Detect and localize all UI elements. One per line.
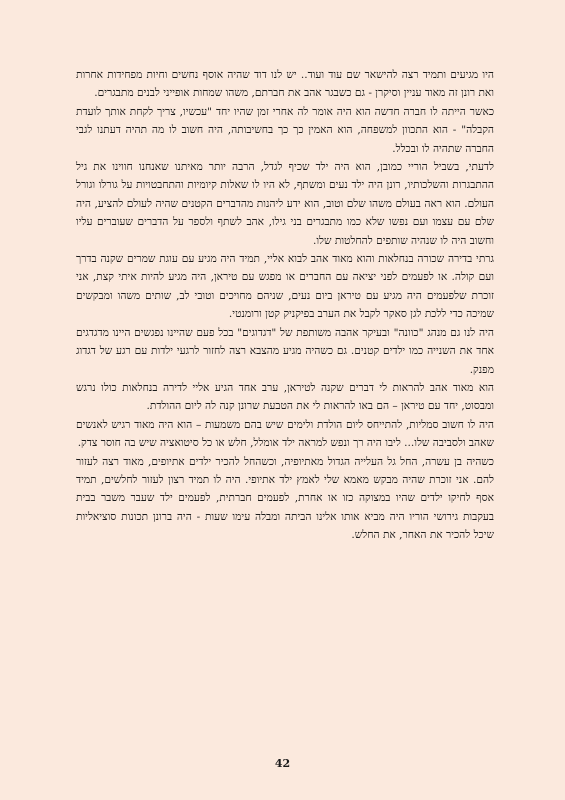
paragraph: כשהיה בן עשרה, החל גל העלייה הגדול מאתיופיה, וכשהחל להכיר ילדים אתיופים, מאוד רצה לעזור להם. אני זוכרת שהיה מבקש מאמא שלי לאמץ ילד אתיופי. היה לו תמיד רצון לעזור לחלשים, תמיד אסף לחיקו ילדים שהיו במצוקה כזו או אחרת, לפעמים חברתית, לפעמים ילד שעבר משבר בבית בעקבות גירושי הוריו היה מביא אותו אלינו הביתה ומבלה עימו שעות - היה ברונן תכונות סוציאליות שיכל להכיר את האחר, את החלש. <box>76 455 494 542</box>
paragraph: היו מגיעים ותמיד רצה להישאר שם עוד ועוד.. יש לנו דוד שהיה אוסף נחשים וחיות מפחידות אחרות ואת רונן זה מאוד עניין וסיקרן - גם כשבגר אהב את חברתם, משהו שמחות אופייני לבנים מתבגרים. <box>76 69 494 100</box>
paragraph: היה לנו גם מנהג "כוונה" ובעיקר אהבה משותפת של "דגדוגים" בכל פעם שהיינו נפגשים היינו מדגדגים אחד את השנייה כמו ילדים קטנים. גם כשהיה מגיע מהצבא רצה לחזור לרגעי ילדות עם רגע של דגדוג מפנק. <box>76 326 494 376</box>
paragraph: היה לו חשוב סמליות, להתייחס ליום הולדת ולימים שיש בהם משמעות – הוא היה מאוד רגיש לאנשים שאהב ולסביבה שלו... ליבו היה רך ונפש למראה ילד אומלל, חלש או כל סיטואציה שיש בה חוסר צדק. <box>76 418 494 450</box>
page-number: 42 <box>274 757 291 770</box>
paragraph: הוא מאוד אהב להראות לי דברים שקנה לטיראן, ערב אחד הגיע אליי לדירה בנחלאות כולו נרגש ומבסוט, יחד עם טיראן – הם באו להראות לי את הטבעת שרונן קנה לה ליום ההולדת. <box>76 381 494 413</box>
paragraph: לדעתי, בשביל הוריי כמובן, הוא היה ילד שכיף לגדל, הרבה יותר מאיתנו שאנחנו חווינו את גיל ההתבגרות והשלכותיו, רונן היה ילד נעים ומשתף, לא היו לו שאלות קיומיות והתחבטויות על גורלו וגורל העולם. הוא ראה בעולם משהו שלם וטוב, הוא ידע ליהנות מהדברים הקטנים שהיה לעולם להציע, היה שלם עם עצמו ועם נפשו שלא כמו מתבגרים בני גילו, אהב לשתף ולספר על הדברים שעוברים עליו וחשוב היה לו שנהיה שותפים להחלטות שלו. <box>76 161 494 247</box>
body-text <box>76 66 494 545</box>
paragraph: כאשר הייתה לו חברה חדשה הוא היה אומר לה אחרי זמן שהיו יחד "עכשיו, צריך לקחת אותך לועדת הקבלה" - הוא התכוון למשפחה, הוא האמין כך כך בחשיבותה, היה חשוב לו מה תהיה דעתנו לגבי החברה שתהיה לו ובכלל. <box>76 105 494 155</box>
paragraph: גרתי בדירה שכורה בנחלאות והוא מאוד אהב לבוא אליי, תמיד היה מגיע עם עוגת שמרים שקנה בדרך ועם קולה. או לפעמים לפני יציאה עם החברים או מפגש עם טיראן, היה מגיע להיות איתי קצת, אני זוכרת שלפעמים היה מגיע עם טיראן ביום נעים, שניהם מחויכים וטובי לב, שותים משהו ומבקשים שמיכה כדי ללכת לגן סאקר לקבל את הערב בפיקניק קטן ורומנטי. <box>76 253 494 321</box>
